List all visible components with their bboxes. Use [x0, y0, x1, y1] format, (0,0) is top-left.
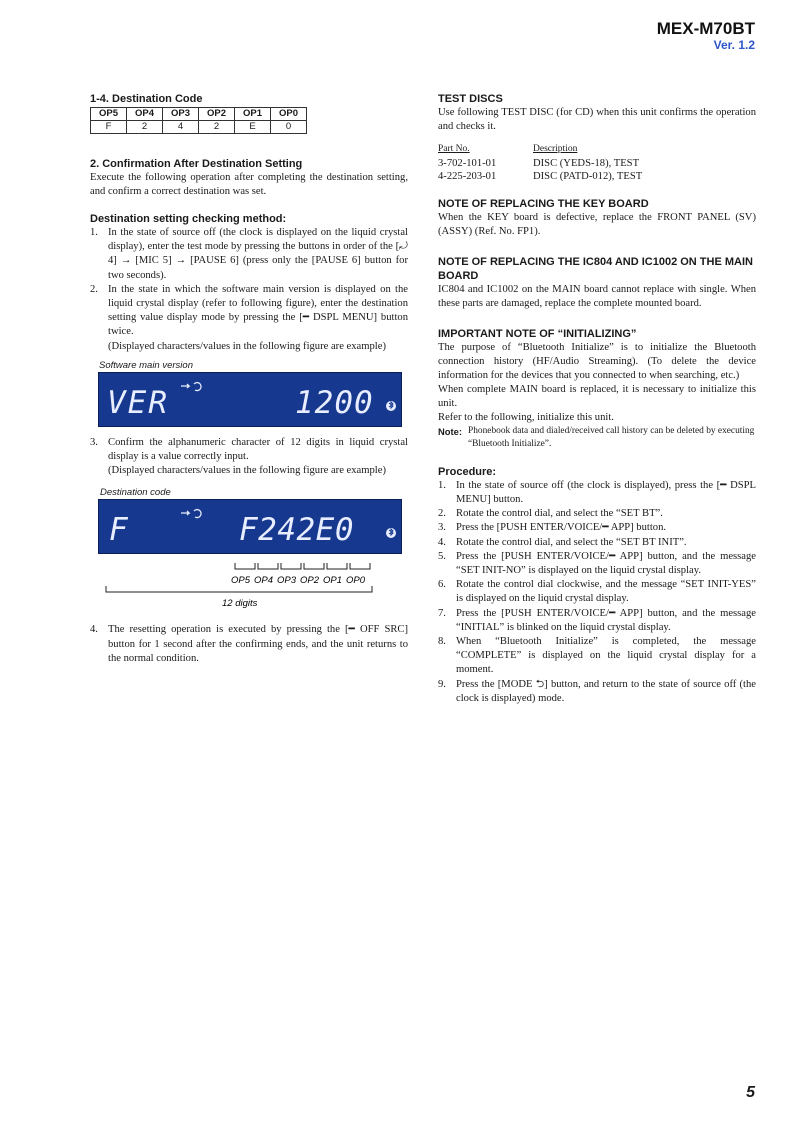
op-label: OP5 [231, 575, 251, 587]
table-header: OP5 [91, 108, 127, 121]
list-item: 6. Rotate the control dial clockwise, and the message “SET INIT-YES” is displayed on the liquid crystal display. [438, 579, 756, 605]
lcd-right-text: F242E0 [239, 512, 354, 549]
lcd-software-version [98, 372, 402, 427]
lcd-destination-code [98, 499, 402, 554]
confirmation-title: 2. Confirmation After Destination Setting [90, 158, 303, 170]
table-row: 3-702-101-01 DISC (YEDS-18), TEST [438, 157, 640, 169]
test-discs-title: TEST DISCS [438, 93, 503, 105]
part-no-header: Part No. [438, 144, 470, 154]
key-board-title: NOTE OF REPLACING THE KEY BOARD [438, 197, 649, 210]
list-item: 1. In the state of source off (the clock is displayed), press the [━ DSPL MENU] button. [438, 479, 756, 505]
table-row: 4-225-203-01 DISC (PATD-012), TEST [438, 171, 643, 183]
repeat-shuffle-icon [181, 382, 201, 390]
destination-code-table [90, 107, 307, 134]
ic804-text: IC804 and IC1002 on the MAIN board cannot replace with single. When these parts are damaged, replace the complete mounted board. [438, 283, 756, 309]
list-item: 4. The resetting operation is executed by pressing the [━ OFF SRC] button for 1 second after the confirming ends, and the unit returns to the normal condition. [90, 624, 408, 664]
parts-list [438, 143, 756, 184]
op-label: OP0 [346, 575, 366, 587]
table-header: OP2 [199, 108, 235, 121]
op-label: OP3 [277, 575, 297, 587]
twelve-digit-bracket [106, 586, 372, 592]
fig2-caption: Destination code [100, 487, 171, 499]
destination-code-title: 1-4. Destination Code [90, 93, 203, 105]
method-steps-cont [90, 436, 408, 479]
ic804-title: NOTE OF REPLACING THE IC804 AND IC1002 ON THE MAIN BOARD [438, 255, 753, 282]
description-header: Description [533, 144, 578, 154]
confirmation-intro: Execute the following operation after completing the destination setting, and confirm a correct destination was set. [90, 172, 408, 197]
list-item: 1. In the state of source off (the clock is displayed on the liquid crystal display), enter the test mode by pressing the buttons in order of the [⤾ 4] → [MIC 5] → [PAUSE 6] (press only the [PAUSE 6] button for two seconds). [90, 227, 408, 281]
bluetooth-icon [386, 528, 396, 538]
initializing-p2: When complete MAIN board is replaced, it is necessary to initialize this unit. [438, 383, 756, 409]
table-cell: 4 [163, 121, 199, 134]
key-board-text: When the KEY board is defective, replace the FRONT PANEL (SV) (ASSY) (Ref. No. FP1). [438, 211, 756, 237]
list-item: 8. When “Bluetooth Initialize” is completed, the message “COMPLETE” is displayed on the liquid crystal display for a moment. [438, 636, 756, 676]
list-item: 3. Press the [PUSH ENTER/VOICE/━ APP] button. [438, 522, 667, 534]
method-steps [90, 226, 408, 354]
digit-brackets [90, 556, 408, 608]
test-discs-text: Use following TEST DISC (for CD) when this unit confirms the operation and checks it. [438, 107, 756, 132]
table-cell: F [91, 121, 127, 134]
op-label: OP2 [300, 575, 320, 587]
op-label: OP4 [254, 575, 274, 587]
lcd-left-text: F [109, 512, 128, 549]
list-item: 5. Press the [PUSH ENTER/VOICE/━ APP] button, and the message “SET INIT-NO” is displayed on the liquid crystal display. [438, 550, 756, 576]
table-header: OP0 [271, 108, 307, 121]
example-note: (Displayed characters/values in the following figure are example) [108, 340, 386, 352]
method-steps-final [90, 623, 408, 666]
table-cell: E [235, 121, 271, 134]
note-text: Phonebook data and dialed/received call history can be deleted by executing “Bluetooth Initialize”. [468, 425, 755, 449]
initializing-p3: Refer to the following, initialize this unit. [438, 411, 614, 423]
op-brackets [235, 563, 370, 569]
list-item: 9. Press the [MODE ⮌] button, and return to the state of source off (the clock is displayed) mode. [438, 678, 756, 704]
lcd-right-text: 1200 [295, 384, 374, 421]
table-cell: 2 [127, 121, 163, 134]
op-label: OP1 [323, 575, 343, 587]
list-item: 3. Confirm the alphanumeric character of 12 digits in liquid crystal display is a value correctly input. (Displayed characters/values in the following figure are example) [90, 436, 408, 477]
table-header: OP4 [127, 108, 163, 121]
list-item: 2. Rotate the control dial, and select the “SET BT”. [438, 508, 663, 520]
version-label: Ver. 1.2 [713, 38, 755, 52]
list-item: 4. Rotate the control dial, and select the “SET BT INIT”. [438, 536, 687, 548]
repeat-shuffle-icon [181, 510, 201, 518]
procedure-title: Procedure: [438, 465, 497, 478]
right-column [438, 92, 756, 706]
bluetooth-icon [386, 401, 396, 411]
left-column [90, 92, 408, 666]
lcd-left-text: VER [107, 384, 169, 421]
list-item: 2. In the state in which the software main version is displayed on the liquid crystal display (refer to following figure), enter the destination setting value display mode by pressing the [━ DSPL MENU] button twice. (Displayed characters/values in the following figure are example) [90, 283, 408, 352]
table-cell: 0 [271, 121, 307, 134]
procedure-steps [438, 479, 756, 706]
initializing-p1: The purpose of “Bluetooth Initialize” is to initialize the Bluetooth connection history (HF/Audio Streaming). (To delete the device information for the devices that you connected to when searching, etc.) [438, 341, 756, 381]
page-number: 5 [746, 1084, 755, 1101]
digits-label: 12 digits [222, 598, 258, 609]
initializing-title: IMPORTANT NOTE OF “INITIALIZING” [438, 327, 637, 340]
list-item: 7. Press the [PUSH ENTER/VOICE/━ APP] button, and the message “INITIAL” is blinked on the liquid crystal display. [438, 607, 756, 633]
example-note: (Displayed characters/values in the following figure are example) [108, 465, 386, 477]
method-title: Destination setting checking method: [90, 213, 287, 225]
fig1-caption: Software main version [99, 359, 193, 371]
note-label: Note: [438, 425, 462, 437]
table-header: OP1 [235, 108, 271, 121]
model-name: MEX-M70BT [656, 19, 755, 38]
initializing-note [438, 425, 756, 451]
table-header: OP3 [163, 108, 199, 121]
table-cell: 2 [199, 121, 235, 134]
